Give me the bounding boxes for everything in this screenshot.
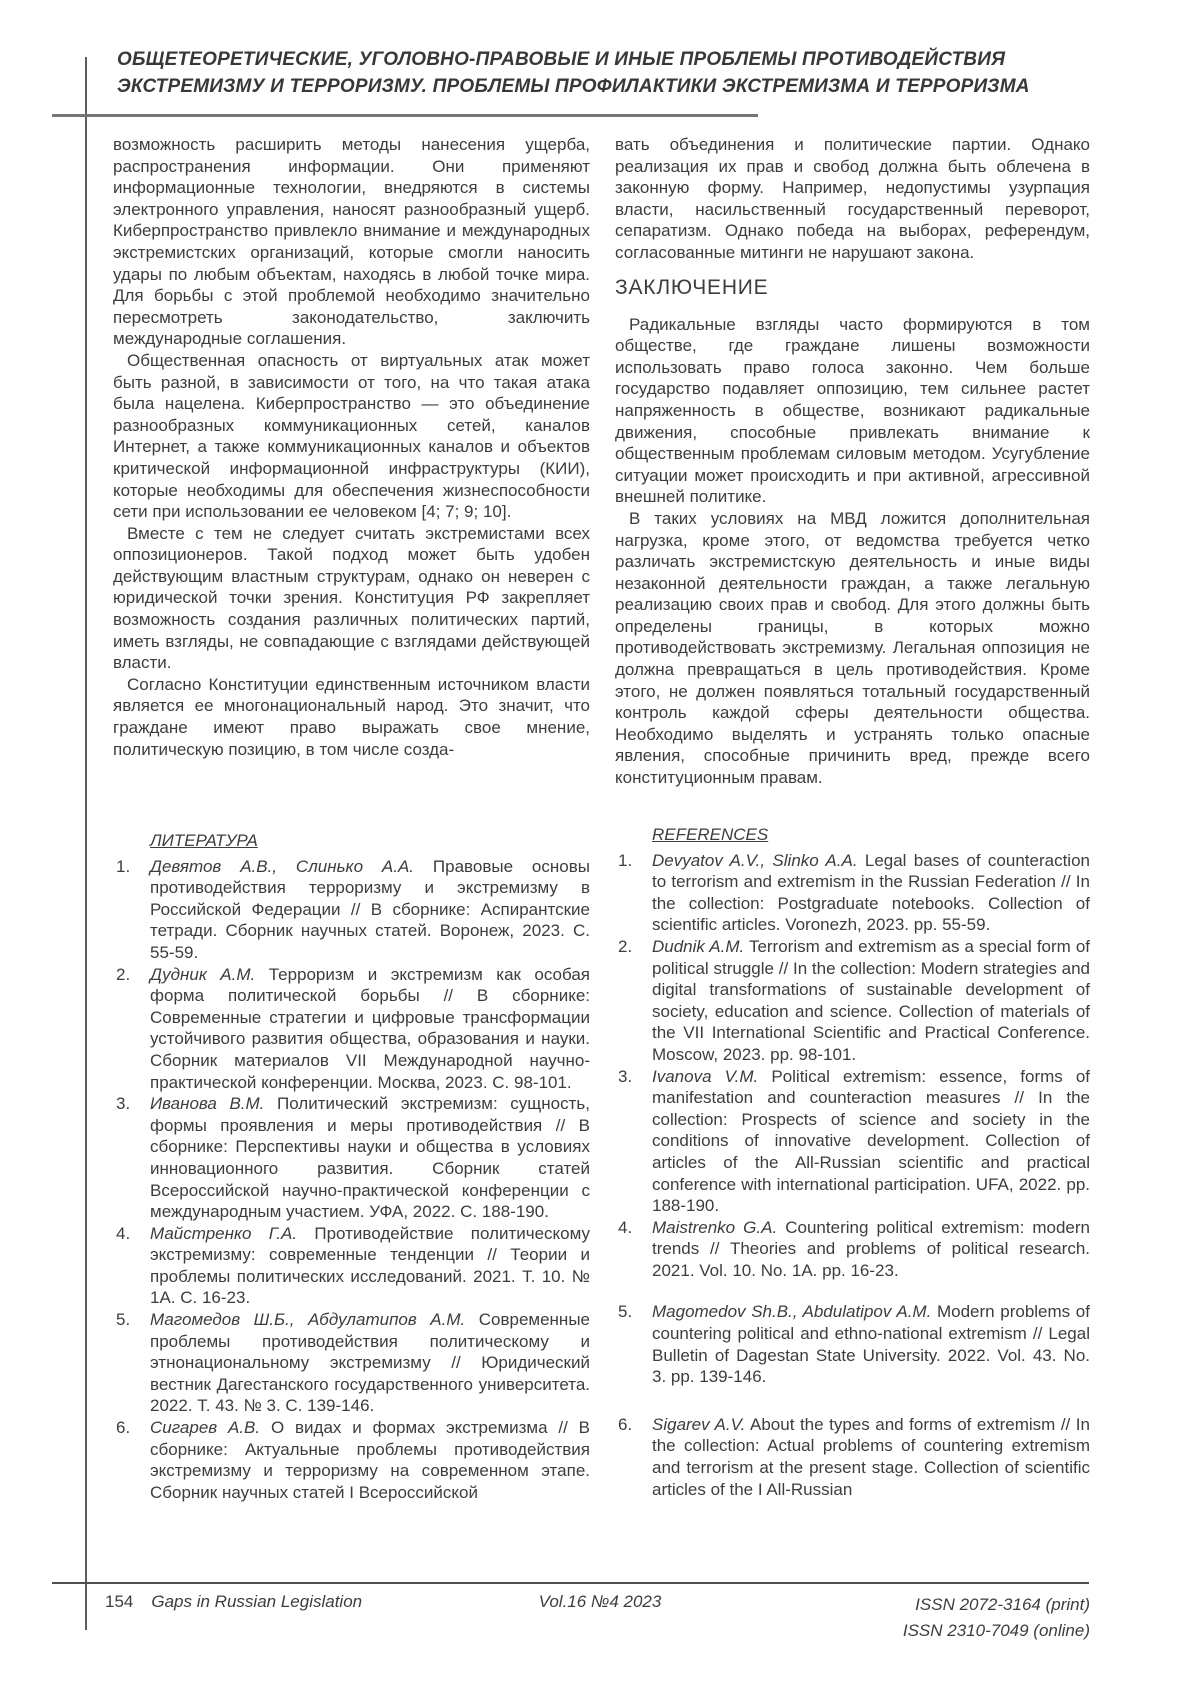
- reference-authors: Magomedov Sh.B., Abdulatipov A.M.: [652, 1302, 932, 1322]
- reference-authors: Сигарев А.В.: [150, 1418, 261, 1438]
- reference-number: 4.: [618, 1217, 633, 1237]
- header-rule: [52, 114, 758, 117]
- reference-number: 2.: [116, 964, 131, 984]
- body-paragraph: Вместе с тем не следует считать экстремистами всех оппозиционеров. Такой подход может быть удобен действующим властным структурам, однако он неверен с юридической точки зрения. Конституция РФ закрепляет возможность создания различных политических партий, иметь взгляды, не совпадающие с взглядами действующей власти.: [113, 523, 590, 673]
- reference-item: [615, 936, 1090, 1066]
- issn-block: [903, 1592, 1090, 1644]
- reference-authors: Магомедов Ш.Б., Абдулатипов А.М.: [150, 1310, 466, 1330]
- reference-item: [113, 856, 590, 964]
- reference-authors: Майстренко Г.А.: [150, 1223, 298, 1243]
- reference-text: О видах и формах экстремизма // В сборнике: Актуальные проблемы противодействия экстремизму и терроризму на современном этапе. Сборник научных статей I Всероссийской: [150, 1418, 591, 1502]
- reference-number: 5.: [116, 1310, 131, 1330]
- running-head-line2: ЭКСТРЕМИЗМУ И ТЕРРОРИЗМУ. ПРОБЛЕМЫ ПРОФИЛАКТИКИ ЭКСТРЕМИЗМА И ТЕРРОРИЗМА: [117, 76, 1030, 97]
- reference-text: Современные проблемы противодействия политическому и этнонациональному экстремизму // Юридический вестник Дагестанского государственного университета. 2022. Т. 43. № 3. С. 139-146.: [150, 1310, 590, 1416]
- reference-text: Terrorism and extremism as a special form of political struggle // In the collection: Modern strategies and digital transformations of sustainable development of society, education and science. Collection of materials of the VII International Scientific and Practical Conference. Moscow, 2023. pp. 98-101.: [652, 936, 1090, 1064]
- reference-text: Countering political extremism: modern trends // Theories and problems of political research. 2021. Vol. 10. No. 1A. pp. 16-23.: [652, 1217, 1090, 1280]
- reference-authors: Devyatov A.V., Slinko A.A.: [652, 850, 858, 870]
- conclusion-heading: ЗАКЛЮЧЕНИЕ: [615, 275, 769, 299]
- body-paragraph: Согласно Конституции единственным источником власти является ее многонациональный народ. Это значит, что граждане имеют право выражать свое мнение, политическую позицию, в том числе созда-: [113, 674, 590, 759]
- reference-authors: Sigarev A.V.: [652, 1414, 746, 1434]
- reference-authors: Dudnik A.M.: [652, 936, 745, 956]
- literature-section: [113, 830, 590, 1503]
- reference-number: 1.: [618, 850, 633, 870]
- reference-number: 3.: [116, 1094, 131, 1114]
- references-list: [615, 850, 1090, 1501]
- volume-issue: Vol.16 №4 2023: [538, 1592, 662, 1611]
- reference-text: Legal bases of counteraction to terrorism and extremism in the Russian Federation // In the collection: Postgraduate notebooks. Collection of scientific articles. Voronezh, 2023. pp. 55-59.: [652, 850, 1090, 935]
- reference-authors: Дудник А.М.: [150, 964, 256, 984]
- reference-text: Противодействие политическому экстремизму: современные тенденции // Теории и проблемы политических исследований. 2021. Т. 10. № 1А. С. 16-23.: [150, 1223, 591, 1308]
- reference-item: [615, 1301, 1090, 1387]
- body-paragraph: возможность расширить методы нанесения ущерба, распространения информации. Они применяют информационные технологии, внедряются в системы электронного управления, наносят разнообразный ущерб. Киберпространство привлекло внимание и международных экстремистских организаций, которые смогли наносить удары по любым объектам, находясь в любой точке мира. Для борьбы с этой проблемой необходимо значительно пересмотреть законодательство, заключить международные соглашения.: [113, 135, 590, 349]
- reference-item: [615, 1066, 1090, 1217]
- reference-item: [113, 1223, 590, 1309]
- reference-number: 5.: [618, 1302, 633, 1322]
- reference-text: Политический экстремизм: сущность, формы проявления и меры противодействия // В сборнике: Перспективы науки и общества в условиях инновационного развития. Сборник статей Всероссийской научно-практической конференции с международным участием. УФА, 2022. С. 188-190.: [150, 1094, 590, 1222]
- reference-number: 6.: [618, 1414, 633, 1434]
- reference-item: [113, 1093, 590, 1223]
- issn-print: ISSN 2072-3164 (print): [915, 1595, 1090, 1614]
- reference-item: [113, 1417, 590, 1503]
- reference-item: [113, 1309, 590, 1417]
- reference-item: [615, 1217, 1090, 1282]
- left-margin-rule: [85, 57, 87, 1630]
- reference-item: [113, 964, 590, 1094]
- references-heading: REFERENCES: [652, 825, 769, 844]
- issn-online: ISSN 2310-7049 (online): [902, 1621, 1090, 1640]
- right-column-body: [615, 134, 1090, 789]
- reference-number: 2.: [618, 936, 633, 956]
- page-number: 154: [105, 1592, 134, 1611]
- body-paragraph: Радикальные взгляды часто формируются в том обществе, где граждане лишены возможности использовать право голоса законно. Чем больше государство подавляет оппозицию, тем сильнее растет напряженность в обществе, возникают радикальные движения, способные привлекать внимание к общественным проблемам силовым методом. Усугубление ситуации может происходить и при активной, агрессивной внешней политике.: [615, 314, 1090, 507]
- reference-text: Modern problems of countering political and ethno-national extremism // Legal Bulletin of Dagestan State University. 2022. Vol. 43. No. 3. pp. 139-146.: [652, 1302, 1090, 1387]
- reference-authors: Ivanova V.M.: [652, 1066, 759, 1086]
- reference-authors: Maistrenko G.A.: [652, 1217, 778, 1237]
- footer-left: [105, 1592, 362, 1612]
- reference-authors: Девятов А.В., Слинько А.А.: [150, 856, 415, 876]
- reference-item: [615, 1414, 1090, 1500]
- reference-text: Правовые основы противодействия терроризму и экстремизму в Российской Федерации // В сборнике: Аспирантские тетради. Сборник научных статей. Воронеж, 2023. С. 55-59.: [150, 856, 590, 962]
- left-column-body: [113, 134, 590, 760]
- references-section: [615, 824, 1090, 1500]
- journal-title: Gaps in Russian Legislation: [151, 1592, 363, 1611]
- literature-list: [113, 856, 590, 1504]
- body-paragraph: вать объединения и политические партии. Однако реализация их прав и свобод должна быть облечена в законную форму. Например, недопустимы узурпация власти, насильственный государственный переворот, сепаратизм. Однако победа на выборах, референдум, согласованные митинги не нарушают закона.: [615, 135, 1090, 262]
- reference-number: 4.: [116, 1223, 131, 1243]
- body-paragraph: Общественная опасность от виртуальных атак может быть разной, в зависимости от того, на что такая атака была нацелена. Киберпространство — это объединение разнообразных коммуникационных сетей, каналов Интернет, а также коммуникационных каналов и объектов критической информационной инфраструктуры (КИИ), которые необходимы для обеспечения жизнеспособности сети при использовании ее человеком [4; 7; 9; 10].: [113, 350, 590, 522]
- footer-rule: [52, 1582, 1089, 1584]
- running-head: [117, 46, 1097, 100]
- reference-text: Терроризм и экстремизм как особая форма политической борьбы // В сборнике: Современные стратегии и цифровые трансформации устойчивого развития общества, образования и науки. Сборник материалов VII Международной научно-практической конференции. Москва, 2023. С. 98-101.: [150, 964, 590, 1092]
- reference-text: Political extremism: essence, forms of manifestation and counteraction measures // In the collection: Prospects of science and society in the conditions of innovative development. Collection of articles of the All-Russian scientific and practical conference with international participation. UFA, 2022. pp. 188-190.: [652, 1066, 1090, 1216]
- running-head-line1: ОБЩЕТЕОРЕТИЧЕСКИЕ, УГОЛОВНО-ПРАВОВЫЕ И ИНЫЕ ПРОБЛЕМЫ ПРОТИВОДЕЙСТВИЯ: [117, 49, 1006, 70]
- reference-item: [615, 850, 1090, 936]
- reference-authors: Иванова В.М.: [150, 1094, 265, 1114]
- reference-text: About the types and forms of extremism // In the collection: Actual problems of countering extremism and terrorism at the present stage. Collection of scientific articles of the I All-Russian: [652, 1414, 1090, 1499]
- literature-heading: ЛИТЕРАТУРА: [150, 831, 258, 850]
- reference-number: 3.: [618, 1066, 633, 1086]
- reference-number: 6.: [116, 1418, 131, 1438]
- body-paragraph: В таких условиях на МВД ложится дополнительная нагрузка, кроме этого, от ведомства требуется четко различать экстремистскую деятельность и иные виды незаконной деятельности граждан, а также легальную реализацию своих прав и свобод. Для этого должны быть определены границы, в которых можно противодействовать экстремизму. Легальная оппозиция не должна превращаться в цель противодействия. Кроме этого, не должен появляться тотальный государственный контроль каждой сферы деятельности общества. Необходимо выделять и устранять только опасные явления, способные причинить вред, прежде всего конституционным правам.: [615, 508, 1090, 788]
- reference-number: 1.: [116, 856, 131, 876]
